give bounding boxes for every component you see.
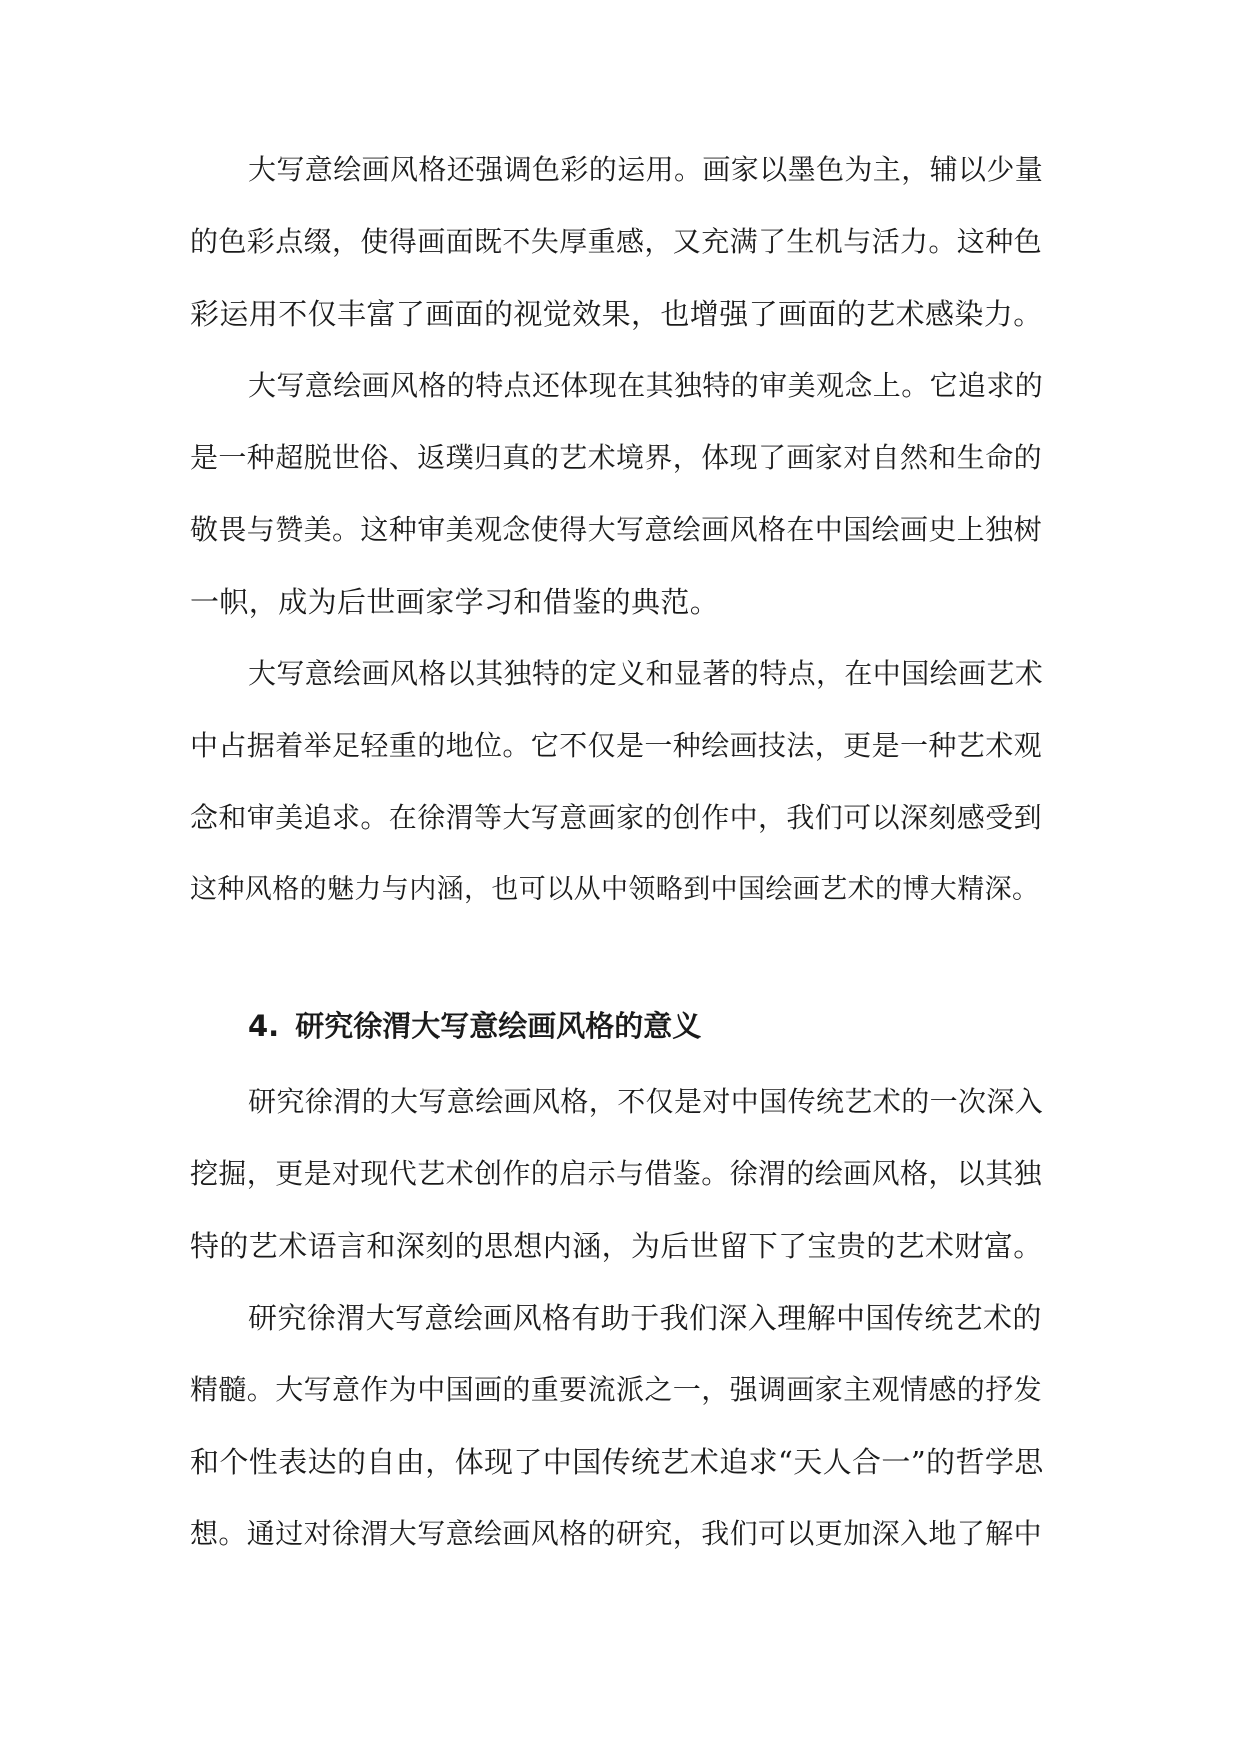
paragraph-2-line-1: 大写意绘画风格的特点还体现在其独特的审美观念上。它追求的 — [248, 369, 1044, 402]
paragraph-2-line-2: 是一种超脱世俗、返璞归真的艺术境界，体现了画家对自然和生命的 — [190, 441, 1043, 474]
paragraph-5-line-1: 研究徐渭大写意绘画风格有助于我们深入理解中国传统艺术的 — [248, 1301, 1042, 1335]
paragraph-1-line-2: 的色彩点缀，使得画面既不失厚重感，又充满了生机与活力。这种色 — [190, 225, 1043, 258]
paragraph-3-line-1: 大写意绘画风格以其独特的定义和显著的特点，在中国绘画艺术 — [248, 657, 1044, 690]
paragraph-5-line-4: 想。通过对徐渭大写意绘画风格的研究，我们可以更加深入地了解中 — [190, 1517, 1043, 1550]
paragraph-3-line-3: 念和审美追求。在徐渭等大写意画家的创作中，我们可以深刻感受到 — [190, 801, 1043, 834]
paragraph-2-line-4: 一帜，成为后世画家学习和借鉴的典范。 — [190, 585, 720, 619]
section-heading — [248, 1006, 1052, 1046]
paragraph-3-line-4: 这种风格的魅力与内涵，也可以从中领略到中国绘画艺术的博大精深。 — [190, 874, 1040, 905]
paragraph-4-line-2: 挖掘，更是对现代艺术创作的启示与借鉴。徐渭的绘画风格，以其独 — [190, 1157, 1043, 1190]
section-number: 4. — [248, 1009, 280, 1043]
section-title: 研究徐渭大写意绘画风格的意义 — [295, 1009, 702, 1043]
paragraph-5-line-3: 和个性表达的自由，体现了中国传统艺术追求“天人合一”的哲学思 — [190, 1445, 1044, 1479]
paragraph-1-line-3: 彩运用不仅丰富了画面的视觉效果，也增强了画面的艺术感染力。 — [190, 297, 1043, 331]
paragraph-2-line-3: 敬畏与赞美。这种审美观念使得大写意绘画风格在中国绘画史上独树 — [190, 513, 1043, 546]
paragraph-4-line-3: 特的艺术语言和深刻的思想内涵，为后世留下了宝贵的艺术财富。 — [190, 1229, 1043, 1263]
paragraph-3-line-2: 中占据着举足轻重的地位。它不仅是一种绘画技法，更是一种艺术观 — [190, 729, 1043, 762]
paragraph-1-line-1: 大写意绘画风格还强调色彩的运用。画家以墨色为主，辅以少量 — [248, 153, 1044, 186]
paragraph-5-line-2: 精髓。大写意作为中国画的重要流派之一，强调画家主观情感的抒发 — [190, 1373, 1043, 1406]
paragraph-4-line-1: 研究徐渭的大写意绘画风格，不仅是对中国传统艺术的一次深入 — [248, 1085, 1044, 1118]
